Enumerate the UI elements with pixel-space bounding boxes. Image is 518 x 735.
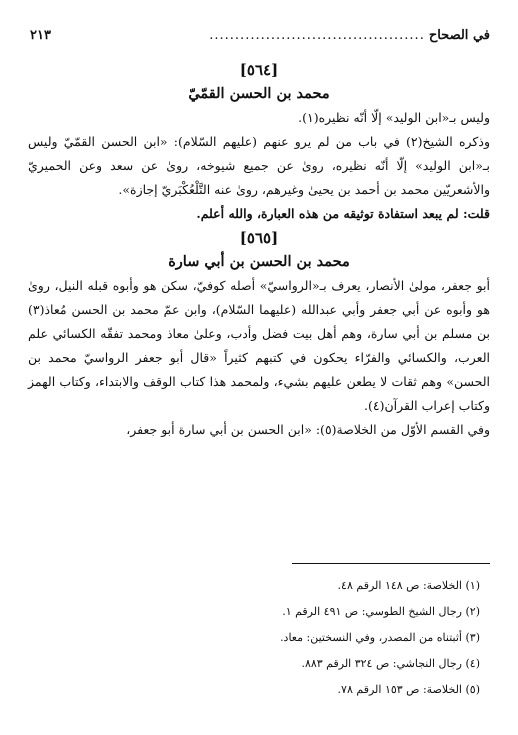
entry-title: محمد بن الحسن القمّيّ — [188, 85, 330, 102]
footnotes — [28, 573, 480, 703]
footnote: (٤) رجال النجاشي: ص ٣٢٤ الرقم ٨٨٣. — [301, 657, 480, 670]
page-number: ٢١٣ — [30, 28, 51, 43]
footnote: (٢) رجال الشيخ الطوسي: ص ٤٩١ الرقم ١. — [282, 605, 480, 618]
footnote-separator — [292, 563, 490, 564]
entry-paragraph: أبو جعفر، مولىٰ الأنصار، يعرف بـ«الرواسيّ» أصله كوفيّ، سكن هو وأبوه قبله النيل، روىٰ هو وأبوه عن أبي جعفر وأبي عبدالله (عليهما السّلام)، وابن عمّ محمد بن الحسن مُعاذ(٣) بن مسلم بن أبي سارة، وهم أهل بيت فضل وأدب، وعلىٰ معاذ ومحمد تفقّه الكسائي علم العرب، والكسائي والفرّاء يحكون في كتبهم كثيراً «قال أبو جعفر الرواسيّ محمد بن الحسن» وهم ثقات لا يطعن عليهم بشيء، ولمحمد هذا كتاب الوقف والابتداء، وكتاب الهمز وكتاب إعراب القرآن(٤). — [28, 278, 490, 413]
leader-dots: .......................................... — [209, 28, 425, 43]
entry-paragraph: وفي القسم الأوّل من الخلاصة(٥): «ابن الحسن بن أبي سارة أبو جعفر، — [126, 422, 490, 437]
entry-paragraph: وليس بـ«ابن الوليد» إلّا أنّه نظيره(١). — [298, 110, 490, 125]
entry-title: محمد بن الحسن بن أبي سارة — [168, 253, 350, 270]
footnote: (٣) أثبتناه من المصدر، وفي النسختين: معاد. — [280, 631, 480, 644]
entry-number: [٥٦٤] — [239, 61, 279, 79]
running-header — [30, 28, 490, 43]
running-title: في الصحاح — [428, 28, 490, 43]
footnote: (١) الخلاصة: ص ١٤٨ الرقم ٤٨. — [337, 579, 480, 592]
entry-number: [٥٦٥] — [239, 229, 279, 247]
entry-paragraph: وذكره الشيخ(٢) في باب من لم يرو عنهم (عليهم السّلام): «ابن الحسن القمّيّ وليس بـ«ابن الوليد» إلّا أنّه نظيره، روىٰ عن جميع شيوخه، روىٰ عن سعد وعن الحميريّ والأشعريّين محمد بن أحمد بن يحيىٰ وغيرهم، روىٰ عنه التَّلْعُكْبَريّ إجازة». — [28, 134, 490, 197]
footnote: (٥) الخلاصة: ص ١٥٣ الرقم ٧٨. — [337, 683, 480, 696]
author-note: قلت: لم يبعد استفادة توثيقه من هذه العبارة، والله أعلم. — [196, 206, 490, 221]
main-text — [28, 58, 490, 442]
